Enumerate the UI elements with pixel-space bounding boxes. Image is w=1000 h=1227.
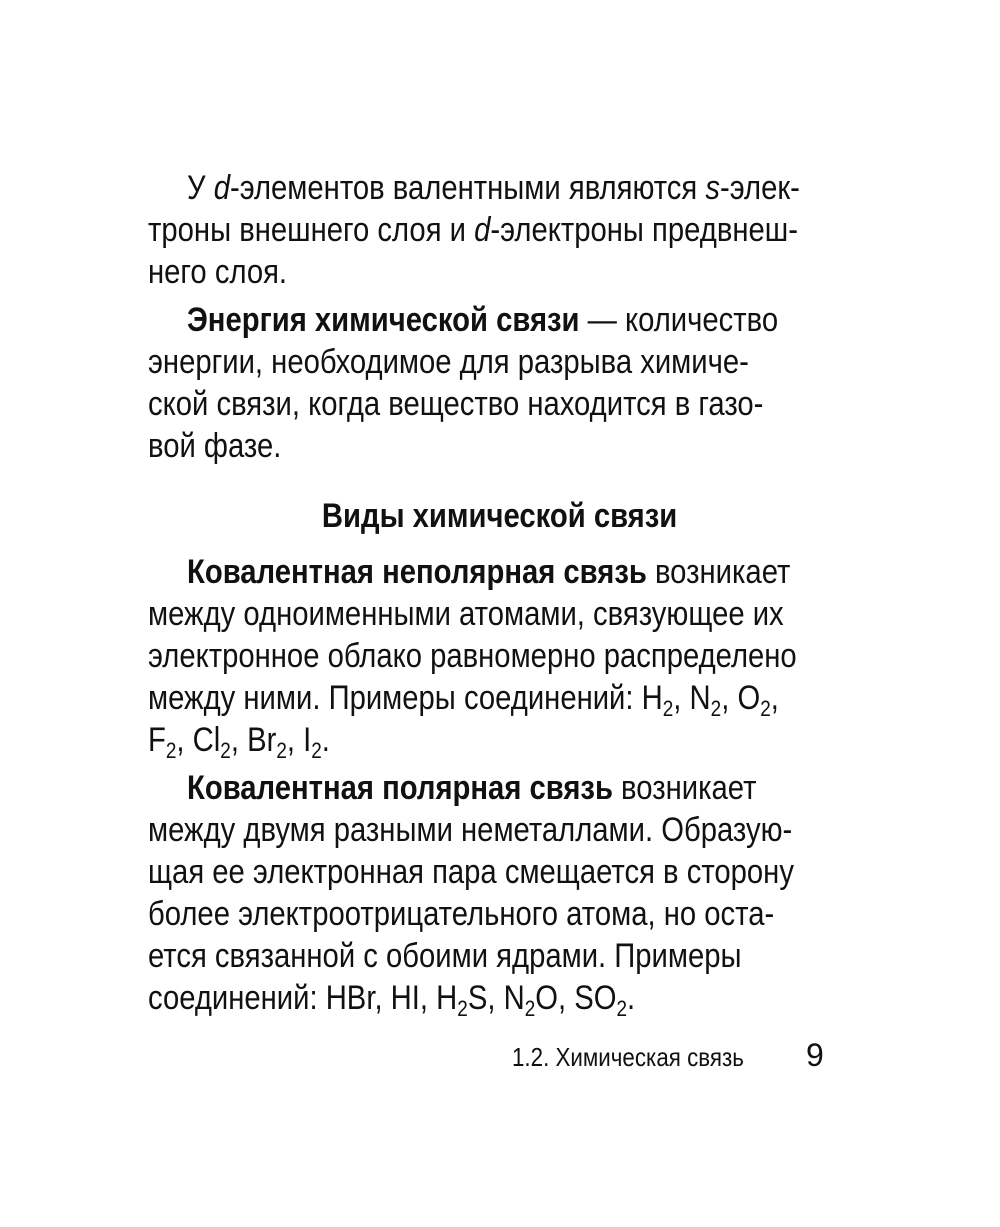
valence-line-2: троны внешнего слоя и d-электроны предвнеш-	[148, 211, 798, 249]
nonpolar-line-2: между одноименными атомами, связующее их	[148, 595, 784, 633]
section-heading: Виды химической связи	[322, 497, 678, 535]
nonpolar-line-1: Ковалентная неполярная связь возникает	[187, 553, 791, 591]
energy-line-1: Энергия химической связи — количество	[187, 301, 779, 339]
polar-line-6: соединений: HBr, HI, $H_2S$, $N_2O$, $SO_2$.	[148, 979, 636, 1021]
polar-term: Ковалентная полярная связь	[187, 769, 613, 807]
energy-line-4: вой фазе.	[148, 427, 282, 465]
energy-term: Энергия химической связи	[187, 301, 580, 339]
nonpolar-line-3: электронное облако равномерно распределено	[148, 637, 797, 675]
valence-line-3: него слоя.	[148, 253, 288, 291]
page-number: 9	[806, 1037, 824, 1073]
nonpolar-term: Ковалентная неполярная связь	[187, 553, 647, 591]
polar-line-3: щая ее электронная пара смещается в сторону	[148, 853, 794, 891]
polar-line-4: более электроотрицательного атома, но оста-	[148, 895, 775, 933]
valence-line-1: У d-элементов валентными являются s-элек-	[187, 169, 800, 207]
nonpolar-line-4: между ними. Примеры соединений: $H_2$, $N_2$, $O_2$,	[148, 679, 779, 721]
energy-line-2: энергии, необходимое для разрыва химиче-	[148, 343, 749, 381]
polar-line-1: Ковалентная полярная связь возникает	[187, 769, 757, 807]
polar-line-2: между двумя разными неметаллами. Образую-	[148, 811, 793, 849]
nonpolar-line-5: $F_2$, $Cl_2$, $Br_2$, $I_2$.	[148, 721, 330, 763]
running-footer-section-title: 1.2. Химическая связь	[512, 1042, 744, 1072]
polar-line-5: ется связанной с обоими ядрами. Примеры	[148, 937, 742, 975]
energy-line-3: ской связи, когда вещество находится в газо-	[148, 385, 764, 423]
